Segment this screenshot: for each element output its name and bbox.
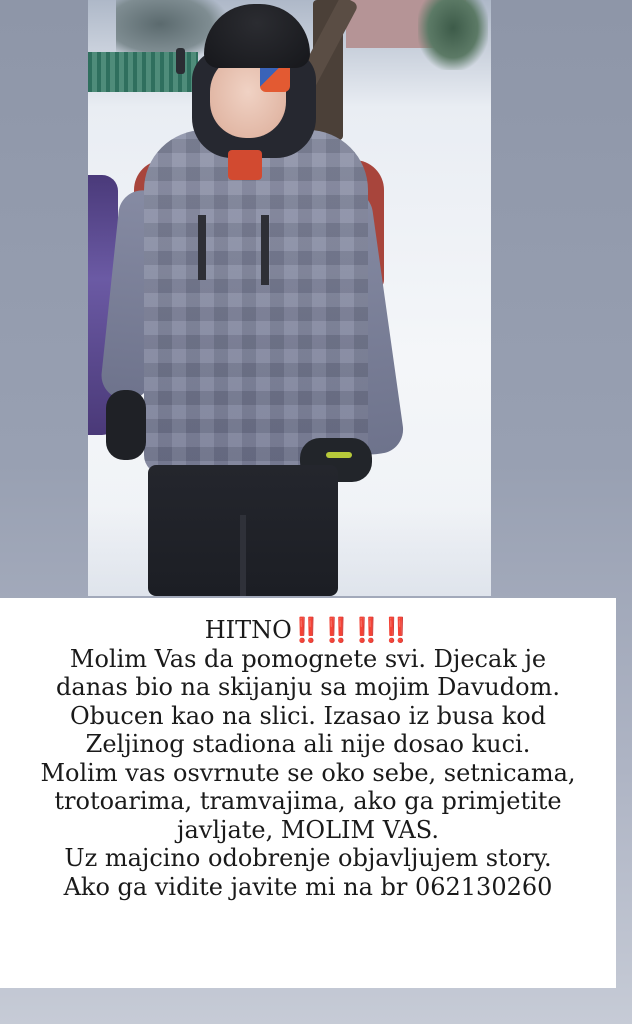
caption-title-line [12, 616, 604, 645]
caption-line: danas bio na skijanju sa mojim Davudom. [56, 673, 560, 701]
left-glove [106, 390, 146, 460]
caption-line: trotoarima, tramvajima, ako ga primjetite [54, 787, 562, 815]
boy-figure [88, 0, 491, 596]
caption-box [0, 598, 616, 988]
exclamation-marks: ‼️‼️‼️‼️ [291, 615, 412, 644]
caption-line: Obucen kao na slici. Izasao iz busa kod [69, 701, 547, 730]
caption-line: javljate, MOLIM VAS. [177, 815, 439, 844]
caption-line: Uz majcino odobrenje objavljujem story. [64, 844, 552, 872]
collar [228, 150, 262, 180]
caption-line: Molim Vas da pomognete svi. Djecak je [69, 644, 547, 673]
jacket [144, 130, 368, 475]
caption-line: Molim vas osvrnute se oko sebe, setnicama, [40, 758, 576, 787]
jacket-zipper [261, 215, 269, 285]
photo [88, 0, 491, 596]
caption-title: HITNO [204, 616, 292, 644]
caption-line: Ako ga vidite javite mi na br 062130260 [63, 872, 553, 901]
glove-accent [326, 452, 352, 458]
hat [204, 4, 310, 68]
jacket-zipper [198, 215, 206, 280]
pants-seam [240, 515, 246, 596]
caption-line: Zeljinog stadiona ali nije dosao kuci. [85, 730, 531, 758]
